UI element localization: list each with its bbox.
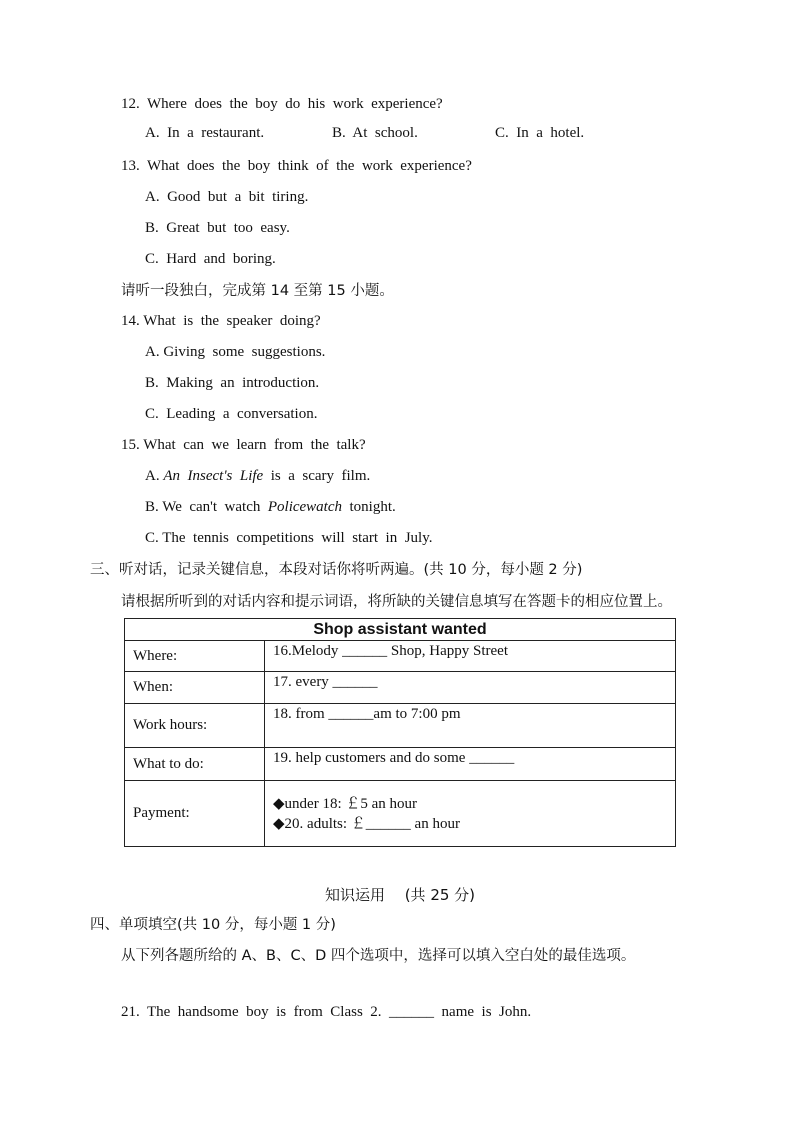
option-14-b: B. Making an introduction. — [145, 375, 320, 391]
film-title: An Insect's Life — [163, 468, 264, 484]
question-15: 15. What can we learn from the talk? — [121, 437, 366, 453]
row-label-payment: Payment: — [125, 781, 265, 847]
question-14: 14. What is the speaker doing? — [121, 313, 321, 329]
option-15-b-prefix: B. We can't watch — [145, 499, 268, 515]
option-14-a: A. Giving some suggestions. — [145, 344, 326, 360]
option-13-c: C. Hard and boring. — [145, 251, 276, 267]
section-3-heading: 三、听对话，记录关键信息，本段对话你将听两遍。(共 10 分，每小题 2 分) — [90, 562, 583, 578]
row-value-where: 16.Melody ______ Shop, Happy Street — [265, 641, 676, 672]
shop-assistant-table — [124, 618, 676, 847]
section-4-instruction: 从下列各题所给的 A、B、C、D 四个选项中，选择可以填入空白处的最佳选项。 — [121, 948, 636, 964]
row-label-where: Where: — [125, 641, 265, 672]
option-14-c: C. Leading a conversation. — [145, 406, 318, 422]
option-12-b: B. At school. — [332, 125, 418, 141]
option-12-a: A. In a restaurant. — [145, 125, 265, 141]
option-15-b-suffix: tonight. — [342, 499, 396, 515]
section-3-instruction: 请根据所听到的对话内容和提示词语，将所缺的关键信息填写在答题卡的相应位置上。 — [121, 594, 672, 610]
row-label-work-hours: Work hours: — [125, 704, 265, 748]
row-value-when: 17. every ______ — [265, 672, 676, 704]
option-15-a-suffix: is a scary film. — [263, 468, 371, 484]
option-13-a: A. Good but a bit tiring. — [145, 189, 309, 205]
question-13: 13. What does the boy think of the work experience? — [121, 158, 472, 174]
option-13-b: B. Great but too easy. — [145, 220, 290, 236]
option-15-a — [145, 466, 370, 486]
row-value-what-to-do: 19. help customers and do some ______ — [265, 748, 676, 781]
row-value-work-hours: 18. from ______am to 7:00 pm — [265, 704, 676, 748]
show-title: Policewatch — [267, 499, 343, 515]
row-label-when: When: — [125, 672, 265, 704]
table-title: Shop assistant wanted — [125, 619, 676, 641]
payment-line-adults: ◆20. adults: ￡______ an hour — [273, 815, 460, 832]
monologue-instruction: 请听一段独白，完成第 14 至第 15 小题。 — [121, 283, 394, 299]
option-12-c: C. In a hotel. — [495, 125, 585, 141]
row-value-payment — [265, 781, 676, 847]
option-15-a-prefix: A. — [145, 468, 164, 484]
question-21: 21. The handsome boy is from Class 2. ______ name is John. — [121, 1004, 532, 1020]
payment-line-under-18: ◆under 18: ￡5 an hour — [273, 795, 418, 812]
section-4-heading: 四、单项填空(共 10 分，每小题 1 分) — [90, 917, 336, 933]
knowledge-section-title: 知识运用 (共 25 分) — [324, 886, 476, 904]
row-label-what-to-do: What to do: — [125, 748, 265, 781]
option-15-c: C. The tennis competitions will start in July. — [145, 530, 433, 546]
option-15-b — [145, 497, 396, 517]
question-12: 12. Where does the boy do his work experience? — [121, 96, 443, 112]
